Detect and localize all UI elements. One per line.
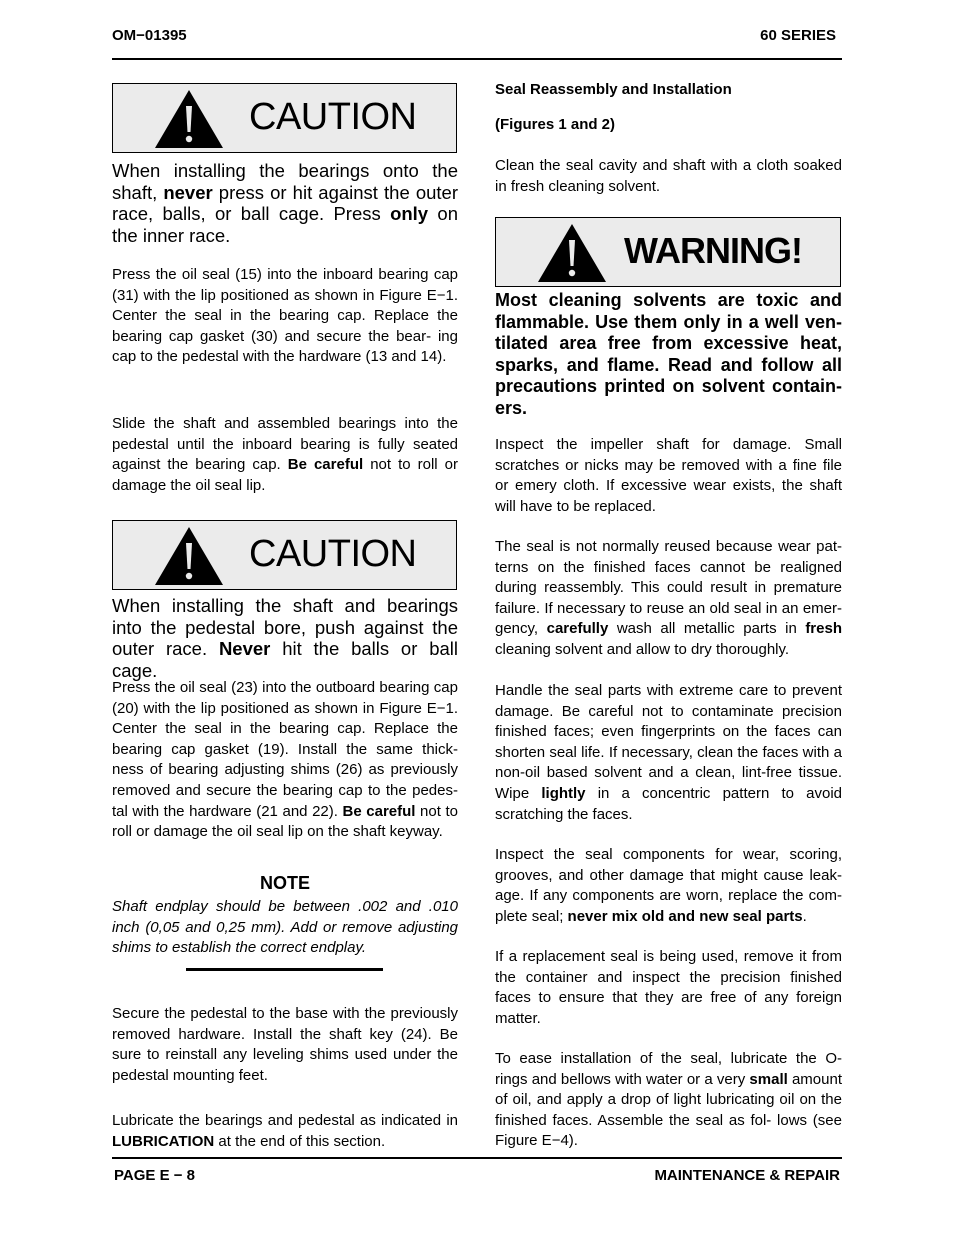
- note-body: Shaft endplay should be between .002 and .010 inch (0,05 and 0,25 mm). Add or remove adjusting shims to establish the correct endplay.: [112, 898, 458, 957]
- caution-text-2: When installing the shaft and bearings into the pedestal bore, push against the outer race. Never hit the balls or ball cage.: [112, 595, 458, 681]
- paragraph-secure-pedestal: Secure the pedestal to the base with the previously removed hardware. Install the shaft key (24). Be sure to reinstall any leveling shims used under the pedestal mounting feet.: [112, 1005, 458, 1084]
- note-rule: [186, 968, 383, 971]
- paragraph-lubricate: Lubricate the bearings and pedestal as indicated in LUBRICATION at the end of this section.: [112, 1112, 458, 1150]
- page-number: PAGE E − 8: [114, 1167, 196, 1184]
- note-block: [112, 873, 458, 959]
- paragraph-slide-shaft: Slide the shaft and assembled bearings into the pedestal until the inboard bearing is fully seated against the bearing cap. Be careful not to roll or damage the oil seal lip.: [112, 415, 458, 494]
- paragraph-oil-seal-outboard: Press the oil seal (23) into the outboard bearing cap (20) with the lip positioned as shown in Figure E−1. Center the seal in the bearing cap. Replace the bearing cap gasket (19). Install the same thick- ness of bearing adjusting shims (26) as previously removed and secure the bearing cap to the pedes- tal with the hardware (21 and 22). Be careful not to roll or damage the oil seal lip on the shaft keyway.: [112, 679, 458, 841]
- section-name: MAINTENANCE & REPAIR: [654, 1167, 840, 1184]
- caution-label: CAUTION: [249, 533, 417, 575]
- paragraph-oil-seal-inboard: Press the oil seal (15) into the inboard bearing cap (31) with the lip positioned as shown in Figure E−1. Center the seal in the bearing cap. Replace the bearing cap gasket (30) and secure the bear- ing cap to the pedestal with the hardware (13 and 14).: [112, 266, 458, 366]
- exclamation-triangle-icon: [153, 525, 225, 587]
- figures-reference: (Figures 1 and 2): [495, 116, 616, 133]
- warning-label: WARNING!: [624, 230, 802, 271]
- caution-text-1: When installing the bearings onto the shaft, never press or hit against the outer race, balls, or ball cage. Press only on the inner race.: [112, 160, 459, 246]
- header-rule: [112, 58, 842, 60]
- paragraph-handle-seal: Handle the seal parts with extreme care to prevent damage. Be careful not to contaminate precision finished faces; even fingerprints on the faces can shorten seal life. If necessary, clean the faces with a non-oil based solvent and a clean, lint-free tissue. Wipe lightly in a concentric pattern to avoid scratching the faces.: [495, 682, 842, 823]
- paragraph-ease-installation: To ease installation of the seal, lubricate the O- rings and bellows with water or a very small amount of oil, and apply a drop of light lubricating oil on the finished faces. Assemble the seal as fol- lows (see Figure E−4).: [495, 1050, 842, 1150]
- paragraph-clean-seal-cavity: Clean the seal cavity and shaft with a cloth soaked in fresh cleaning solvent.: [495, 157, 842, 195]
- paragraph-replacement-seal: If a replacement seal is being used, remove it from the container and inspect the precision finished faces to ensure that they are free of any foreign matter.: [495, 948, 842, 1027]
- series-label: 60 SERIES: [760, 27, 836, 44]
- warning-box: [495, 217, 841, 287]
- doc-id: OM−01395: [112, 27, 187, 44]
- warning-text: Most cleaning solvents are toxic and flammable. Use them only in a well ven- tilated area free from excessive heat, sparks, and flame. Read and follow all precautions printed on solvent contain- ers.: [495, 290, 842, 418]
- paragraph-inspect-components: Inspect the seal components for wear, scoring, grooves, and other damage that might cause leak- age. If any components are worn, replace the com- plete seal; never mix old and new seal parts.: [495, 846, 842, 925]
- paragraph-seal-reuse: The seal is not normally reused because wear pat- terns on the finished faces cannot be realigned during reassembly. This could result in premature failure. If necessary to reuse an old seal in an emer- gency, carefully wash all metallic parts in fresh cleaning solvent and allow to dry thoroughly.: [495, 538, 842, 658]
- exclamation-triangle-icon: [153, 88, 225, 150]
- footer-rule: [112, 1157, 842, 1159]
- caution-box-1: [112, 83, 457, 153]
- paragraph-inspect-shaft: Inspect the impeller shaft for damage. Small scratches or nicks may be removed with a fine file or emery cloth. If excessive wear exists, the shaft will have to be replaced.: [495, 436, 842, 515]
- caution-label: CAUTION: [249, 96, 417, 138]
- note-title: NOTE: [259, 873, 310, 893]
- section-heading: Seal Reassembly and Installation: [495, 81, 732, 98]
- exclamation-triangle-icon: [536, 222, 608, 284]
- caution-box-2: [112, 520, 457, 590]
